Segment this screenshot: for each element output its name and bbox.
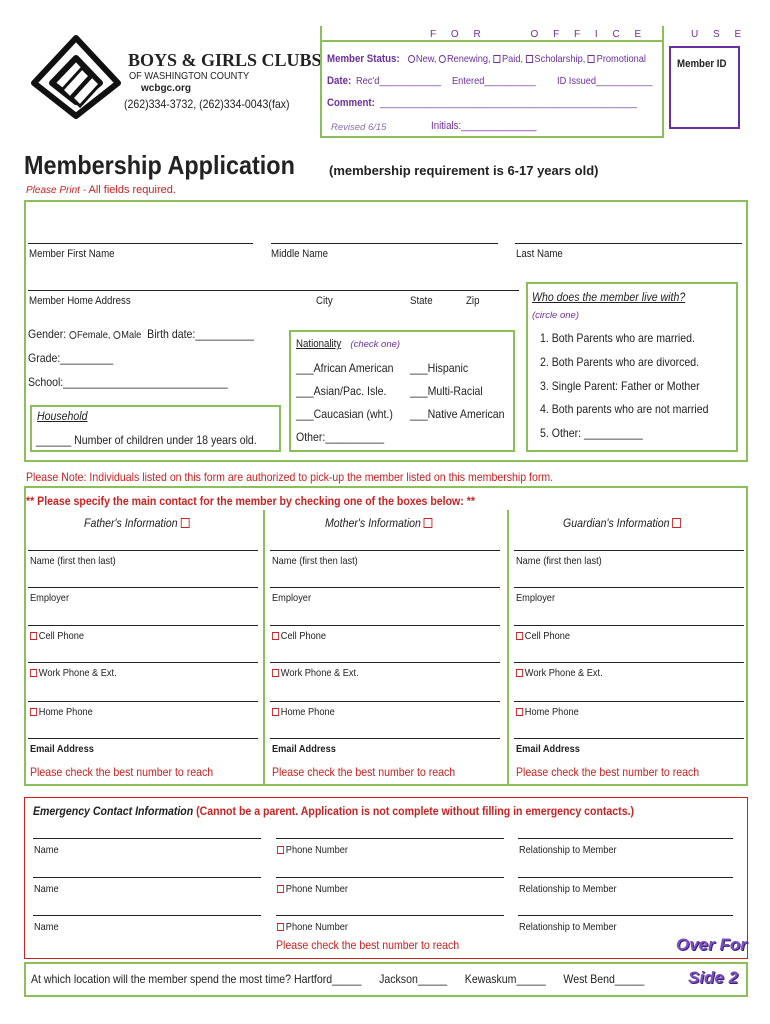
location-kewaskum[interactable]: Kewaskum_____ <box>464 972 546 986</box>
contacts-section <box>24 486 748 786</box>
location-jackson[interactable]: Jackson_____ <box>379 972 448 986</box>
emergency-2-relationship-input[interactable] <box>518 915 733 916</box>
id-issued-field[interactable]: ID Issued___________ <box>557 75 653 87</box>
emergency-0-relationship-label: Relationship to Member <box>519 844 617 856</box>
contact-1-employer-input[interactable] <box>270 587 500 588</box>
contact-0-name-input[interactable] <box>28 550 258 551</box>
location-hartford[interactable]: Hartford_____ <box>293 972 362 986</box>
status-paid-checkbox[interactable] <box>493 55 500 63</box>
contact-0-work-label: Work Phone & Ext. <box>30 667 117 680</box>
contact-1-employer-label: Employer <box>272 592 312 604</box>
status-promotional-checkbox[interactable] <box>588 55 595 63</box>
contact-0-name-label: Name (first then last) <box>30 555 116 567</box>
home-address-label: Member Home Address <box>29 295 131 307</box>
location-row: At which location will the member spend the most time? Hartford_____ Jackson_____ Kewaskum_____ West Bend_____ <box>31 972 645 986</box>
emergency-1-phone-checkbox[interactable] <box>277 885 284 893</box>
contact-1-name-input[interactable] <box>270 550 500 551</box>
last-name-label: Last Name <box>516 248 563 260</box>
date-recd-field[interactable]: Rec'd____________ <box>356 75 442 87</box>
contact-2-cell-checkbox[interactable] <box>516 632 523 640</box>
contact-0-work-checkbox[interactable] <box>30 669 37 677</box>
contact-1-cell-checkbox[interactable] <box>272 632 279 640</box>
main-contact-instruction: ** Please specify the main contact for the member by checking one of the boxes below: ** <box>26 494 475 508</box>
emergency-2-phone-input[interactable] <box>276 915 504 916</box>
nationality-title: Nationality (check one) <box>296 338 401 350</box>
contact-2-email-label: Email Address <box>516 743 580 755</box>
please-print-note: Please Print - All fields required. <box>26 184 176 196</box>
emergency-section <box>24 797 748 959</box>
contact-2-title: Guardian's Information <box>563 516 683 530</box>
emergency-2-relationship-label: Relationship to Member <box>519 921 617 933</box>
member-id-label: Member ID <box>677 58 727 70</box>
contact-1-cell-input[interactable] <box>270 625 500 626</box>
home-address-input[interactable] <box>28 290 519 291</box>
contact-2-name-input[interactable] <box>514 550 744 551</box>
org-subtitle: OF WASHINGTON COUNTY <box>129 70 250 82</box>
contact-1-title: Mother's Information <box>325 516 434 530</box>
gender-row: Gender: Female, Male Birth date:__________ <box>28 327 255 341</box>
contact-0-work-input[interactable] <box>28 662 258 663</box>
contact-0-cell-label: Cell Phone <box>30 630 84 643</box>
date-entered-field[interactable]: Entered__________ <box>452 75 536 87</box>
status-new-radio[interactable] <box>408 55 415 63</box>
state-label: State <box>410 295 433 307</box>
status-scholarship-checkbox[interactable] <box>526 55 533 63</box>
contact-2-name-label: Name (first then last) <box>516 555 602 567</box>
middle-name-input[interactable] <box>271 243 498 244</box>
contact-2-best-number-note: Please check the best number to reach <box>516 765 700 779</box>
emergency-header: Emergency Contact Information (Cannot be a parent. Application is not complete without filling in emergency contacts.) <box>33 804 635 818</box>
emergency-2-phone-label: Phone Number <box>277 921 348 934</box>
emergency-0-phone-checkbox[interactable] <box>277 846 284 854</box>
member-status-options: New, Renewing, Paid, Scholarship, Promotional <box>408 53 646 66</box>
emergency-0-phone-label: Phone Number <box>277 844 348 857</box>
pickup-note: Please Note: Individuals listed on this form are authorized to pick-up the member listed on this membership form. <box>26 470 554 484</box>
lives-with-option-4[interactable]: 4. Both parents who are not married <box>540 402 709 416</box>
contact-2-employer-label: Employer <box>516 592 556 604</box>
contact-1-name-label: Name (first then last) <box>272 555 358 567</box>
contact-1-home-checkbox[interactable] <box>272 708 279 716</box>
nationality-multi-racial[interactable]: ___Multi-Racial <box>410 384 483 398</box>
first-name-input[interactable] <box>28 243 253 244</box>
emergency-1-name-input[interactable] <box>33 877 261 878</box>
nationality-hispanic[interactable]: ___Hispanic <box>410 361 469 375</box>
lives-with-option-3[interactable]: 3. Single Parent: Father or Mother <box>540 379 700 393</box>
nationality-caucasian[interactable]: ___Caucasian (wht.) <box>296 407 393 421</box>
lives-with-title: Who does the member live with? <box>532 290 686 304</box>
org-website: wcbgc.org <box>141 83 192 94</box>
circle-one-note: (circle one) <box>532 310 579 321</box>
age-requirement: (membership requirement is 6-17 years old) <box>329 163 599 178</box>
lives-with-option-1[interactable]: 1. Both Parents who are married. <box>540 331 695 345</box>
emergency-1-relationship-input[interactable] <box>518 877 733 878</box>
emergency-2-phone-checkbox[interactable] <box>277 923 284 931</box>
emergency-0-name-input[interactable] <box>33 838 261 839</box>
status-renewing-radio[interactable] <box>439 55 446 63</box>
contact-0-title: Father's Information <box>84 516 191 530</box>
grade-field[interactable]: Grade:_________ <box>28 351 114 365</box>
nationality-native-american[interactable]: ___Native American <box>410 407 505 421</box>
contact-2-cell-input[interactable] <box>514 625 744 626</box>
contact-1-work-checkbox[interactable] <box>272 669 279 677</box>
comment-label: Comment: <box>327 97 375 109</box>
contact-0-home-checkbox[interactable] <box>30 708 37 716</box>
over-for-label: Over For <box>676 935 747 954</box>
contact-0-best-number-note: Please check the best number to reach <box>30 765 214 779</box>
nationality-other[interactable]: Other:__________ <box>296 430 385 444</box>
contact-2-work-label: Work Phone & Ext. <box>516 667 603 680</box>
emergency-0-phone-input[interactable] <box>276 838 504 839</box>
initials-field[interactable]: Initials:______________ <box>431 120 537 132</box>
nationality-african-american[interactable]: ___African American <box>296 361 394 375</box>
date-label: Date: <box>327 75 352 87</box>
location-west-bend[interactable]: West Bend_____ <box>563 972 645 986</box>
page-title: Membership Application <box>24 150 295 180</box>
org-phones: (262)334-3732, (262)334-0043(fax) <box>124 97 290 111</box>
contact-2-home-label: Home Phone <box>516 706 579 719</box>
club-logo <box>24 28 128 120</box>
side-2-label: Side 2 <box>688 968 739 987</box>
household-title: Household <box>37 409 88 423</box>
contact-2-email-input[interactable] <box>514 738 744 739</box>
contact-2-home-input[interactable] <box>514 701 744 702</box>
contact-1-work-label: Work Phone & Ext. <box>272 667 359 680</box>
contact-1-home-input[interactable] <box>270 701 500 702</box>
contact-2-main-checkbox[interactable] <box>672 518 681 528</box>
first-name-label: Member First Name <box>29 248 115 260</box>
contact-1-email-label: Email Address <box>272 743 336 755</box>
zip-label: Zip <box>466 295 480 307</box>
emergency-1-name-label: Name <box>34 883 59 895</box>
gender-male-radio[interactable] <box>113 331 120 339</box>
contact-2-cell-label: Cell Phone <box>516 630 570 643</box>
contact-2-home-checkbox[interactable] <box>516 708 523 716</box>
emergency-1-phone-label: Phone Number <box>277 883 348 896</box>
birth-date-field[interactable]: Birth date:__________ <box>147 327 255 341</box>
revised-date: Revised 6/15 <box>331 122 387 133</box>
contact-0-email-label: Email Address <box>30 743 94 755</box>
member-status-label: Member Status: <box>327 53 400 65</box>
contact-1-home-label: Home Phone <box>272 706 335 719</box>
emergency-1-relationship-label: Relationship to Member <box>519 883 617 895</box>
emergency-2-name-label: Name <box>34 921 59 933</box>
contact-2-work-checkbox[interactable] <box>516 669 523 677</box>
contact-0-home-input[interactable] <box>28 701 258 702</box>
contact-0-employer-input[interactable] <box>28 587 258 588</box>
emergency-2-name-input[interactable] <box>33 915 261 916</box>
lives-with-option-2[interactable]: 2. Both Parents who are divorced. <box>540 355 700 369</box>
middle-name-label: Middle Name <box>271 248 329 260</box>
contact-0-employer-label: Employer <box>30 592 70 604</box>
emergency-0-relationship-input[interactable] <box>518 838 733 839</box>
org-name: BOYS & GIRLS CLUBS <box>128 50 322 70</box>
comment-field[interactable]: __________________________________________________ <box>380 97 637 109</box>
contact-0-cell-input[interactable] <box>28 625 258 626</box>
contact-1-main-checkbox[interactable] <box>424 518 433 528</box>
contact-0-main-checkbox[interactable] <box>181 518 190 528</box>
contact-1-cell-label: Cell Phone <box>272 630 326 643</box>
contact-1-email-input[interactable] <box>270 738 500 739</box>
nationality-asian[interactable]: ___Asian/Pac. Isle. <box>296 384 387 398</box>
contact-2-work-input[interactable] <box>514 662 744 663</box>
emergency-1-phone-input[interactable] <box>276 877 504 878</box>
emergency-0-name-label: Name <box>34 844 59 856</box>
school-field[interactable]: School:____________________________ <box>28 375 228 389</box>
gender-female-radio[interactable] <box>69 331 76 339</box>
last-name-input[interactable] <box>515 243 742 244</box>
household-children-field[interactable]: ______ Number of children under 18 years old. <box>36 433 257 447</box>
contact-1-work-input[interactable] <box>270 662 500 663</box>
emergency-best-number-note: Please check the best number to reach <box>276 938 460 952</box>
lives-with-option-5[interactable]: 5. Other: __________ <box>540 426 643 440</box>
contact-0-home-label: Home Phone <box>30 706 93 719</box>
city-label: City <box>316 295 333 307</box>
contact-2-employer-input[interactable] <box>514 587 744 588</box>
office-use-title: F O R O F F I C E U S E <box>430 29 748 40</box>
contact-1-best-number-note: Please check the best number to reach <box>272 765 456 779</box>
contact-0-email-input[interactable] <box>28 738 258 739</box>
contact-0-cell-checkbox[interactable] <box>30 632 37 640</box>
